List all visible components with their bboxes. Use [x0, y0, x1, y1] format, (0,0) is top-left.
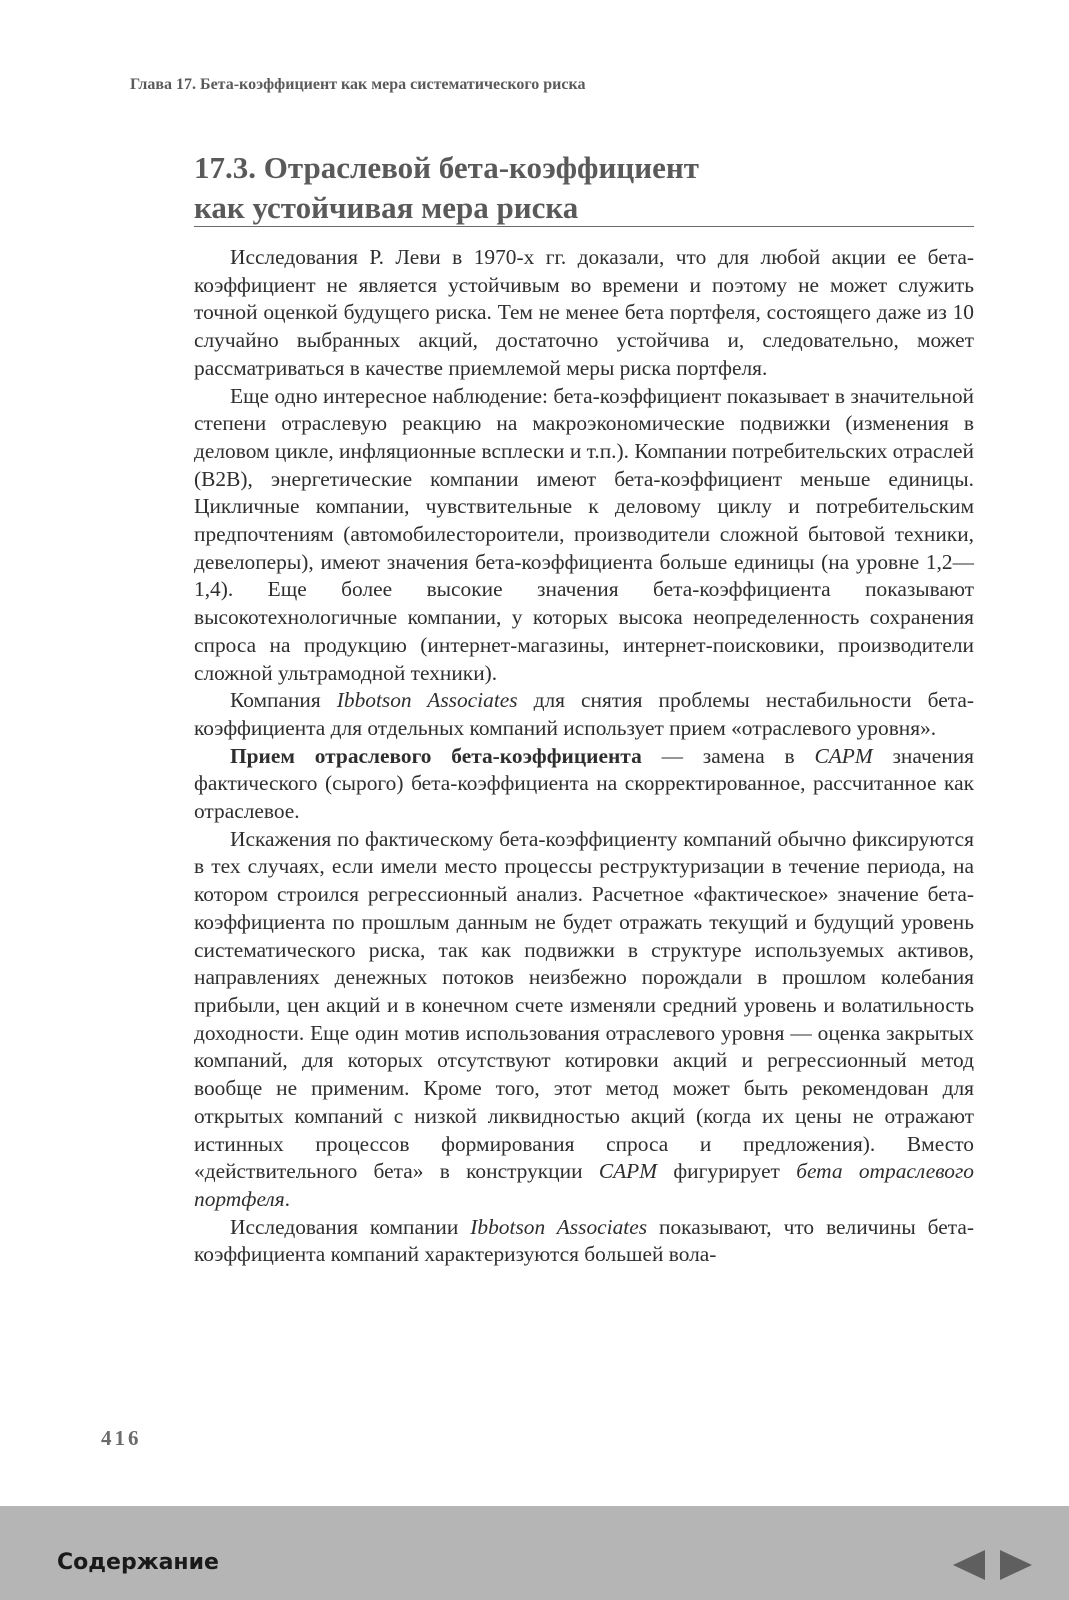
- next-page-button[interactable]: [998, 1548, 1034, 1587]
- paragraph-5-text-a: Искажения по фактическому бета-коэффициенту компаний обычно фиксируются в тех случаях, если имели место процессы реструктуризации в течение периода, на котором строился регрессионный анализ. Расчетное «фактическое» значение бета-коэффициента по прошлым данным не будет отражать текущий и будущий уровень систематического риска, так как подвижки в структуре используемых активов, направлениях денежных потоков неизбежно порождали в прошлом колебания прибыли, цен акций и в конечном счете изменяли средний уровень и волатильность доходности. Еще один мотив использования отраслевого уровня — оценка закрытых компаний, для которых отсутствуют котировки акций и регрессионный метод вообще не применим. Кроме того, этот метод может быть рекомендован для открытых компаний с низкой ликвидностью акций (когда их цены не отражают истинных процессов формирования спроса и предложения). Вместо «действительного бета» в конструкции: [194, 826, 974, 1184]
- paragraph-5-text-c: фигурирует: [657, 1159, 797, 1184]
- paragraph-5: [194, 826, 974, 1214]
- company-name-italic: Ibbotson Associates: [336, 688, 518, 713]
- paragraph-4-definition: [194, 743, 974, 826]
- paragraph-5-text-e: .: [284, 1186, 291, 1211]
- capm-italic: CAPM: [814, 743, 873, 768]
- previous-page-button[interactable]: [951, 1548, 987, 1587]
- paragraph-3: [194, 687, 974, 742]
- paragraph-2: Еще одно интересное наблюдение: бета-коэффициент показывает в значительной степени отраслевую реакцию на макроэкономические подвижки (изменения в деловом цикле, инфляционные всплески и т.п.). Компании потребительских отраслей (В2В), энергетические компании имеют бета-коэффициент меньше единицы. Цикличные компании, чувствительные к деловому циклу и потребительским предпочтениям (автомобилестороители, производители сложной бытовой техники, девелоперы), имеют значения бета-коэффициента больше единицы (на уровне 1,2—1,4). Еще более высокие значения бета-коэффициента показывают высокотехнологичные компании, у которых высока неопределенность сохранения спроса на продукцию (интернет-магазины, интернет-поисковики, производители сложной ультрамодной техники).: [194, 383, 974, 685]
- running-header: Глава 17. Бета-коэффициент как мера систематического риска: [130, 76, 586, 93]
- body-text: [194, 244, 974, 1269]
- paragraph-1: Исследования Р. Леви в 1970-х гг. доказали, что для любой акции ее бета-коэффициент не является устойчивым во времени и поэтому не может служить точной оценкой будущего риска. Тем не менее бета портфеля, состоящего даже из 10 случайно выбранных акций, достаточно устойчива и, следовательно, может рассматриваться в качестве приемлемой меры риска портфеля.: [194, 245, 974, 380]
- title-divider: [194, 226, 974, 227]
- company-name-italic: Ibbotson Associates: [470, 1214, 648, 1239]
- paragraph-6: [194, 1214, 974, 1269]
- paragraph-3-text-c: для снятия проблемы нестабильности бета-коэффициента для отдельных компаний использует прием «отраслевого уровня».: [194, 688, 974, 740]
- paragraph-3-text-a: Компания: [230, 688, 337, 713]
- paragraph-4-text-b: — замена в: [641, 743, 815, 768]
- section-title: [194, 148, 984, 228]
- industry-portfolio-beta-italic: бета отраслевого портфеля: [194, 1159, 974, 1211]
- paragraph-4-text-d: значения фактического (сырого) бета-коэффициента на скорректированное, рассчитанное как отраслевое.: [194, 743, 974, 824]
- section-title-line-1: 17.3. Отраслевой бета-коэффициент: [194, 150, 699, 185]
- section-title-line-2: как устойчивая мера риска: [194, 190, 579, 225]
- page-number: 416: [101, 1426, 142, 1450]
- contents-link[interactable]: Содержание: [57, 1550, 219, 1575]
- definition-term: Прием отраслевого бета-коэффициента: [230, 743, 642, 768]
- triangle-left-icon: [951, 1548, 987, 1582]
- paragraph-6-text-a: Исследования компании: [230, 1214, 471, 1239]
- capm-italic: CAPM: [598, 1159, 658, 1184]
- paragraph-6-text-c: показывают, что величины бета-коэффициента компаний характеризуются большей вола-: [194, 1214, 974, 1267]
- triangle-right-icon: [998, 1548, 1034, 1582]
